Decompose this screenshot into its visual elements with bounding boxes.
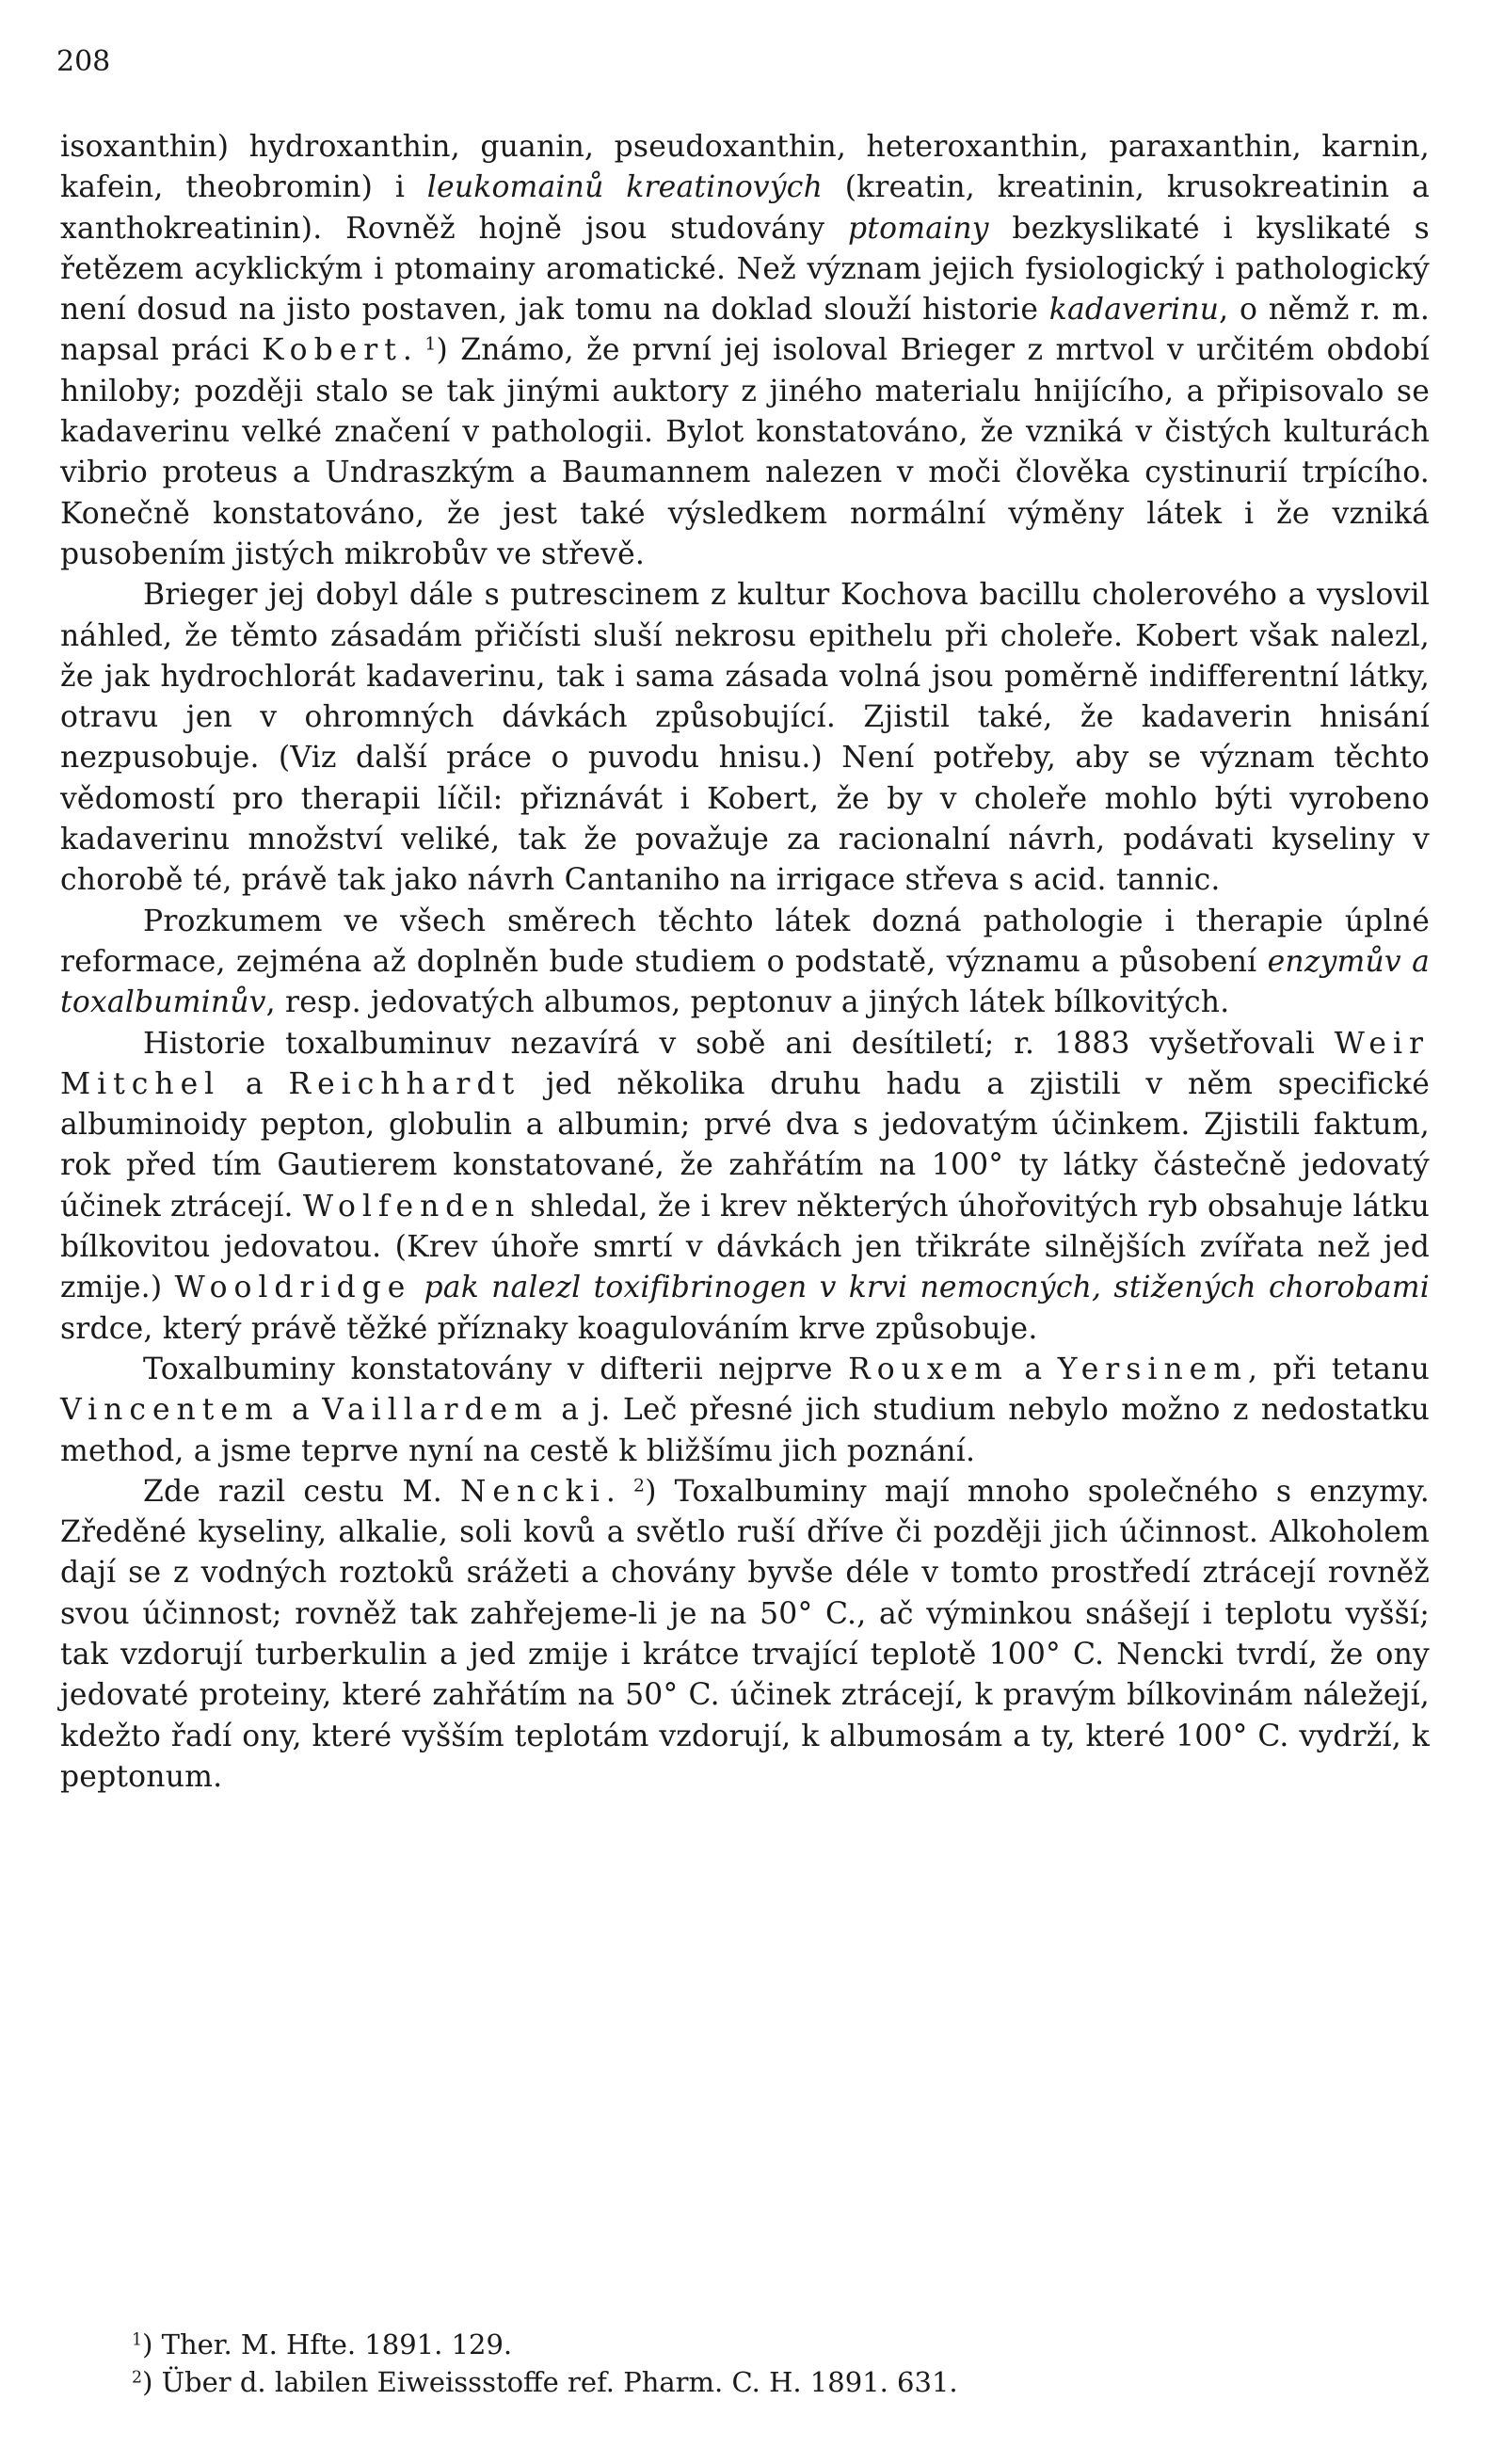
italic-term: pak nalezl toxifibrinogen v krvi nemocných, stižených chorobami bbox=[424, 1271, 1430, 1305]
text-run: bezkyslikaté i kyslikaté s řetězem acyklickým i ptomainy aromatické. Než význam jejich fysiologický i pathologický není dosud na jisto postaven, jak tomu na doklad slouží historie bbox=[60, 211, 1430, 328]
body-text bbox=[60, 127, 1430, 1798]
footnote-mark: 2 bbox=[132, 2368, 143, 2388]
text-run bbox=[411, 1271, 424, 1304]
author-name: Vincentem bbox=[60, 1393, 280, 1428]
text-run: , o němž r. m. napsal práci bbox=[60, 293, 1430, 368]
text-run: , resp. jedovatých albumos, peptonuv a jiných látek bílkovitých. bbox=[265, 985, 1230, 1020]
text-run: a bbox=[1008, 1352, 1058, 1386]
text-run: Prozkumem ve všech směrech těchto látek dozná pathologie i therapie úplné reformace, zejména až doplněn bude studiem o podstatě, významu a působení bbox=[60, 904, 1430, 979]
text-run: . bbox=[402, 333, 425, 368]
text-run: ) Toxalbuminy mají mnoho společného s enzymy. Zředěné kyseliny, alkalie, soli kovů a světlo ruší dříve či později jich účinnost. Alkoholem dají se z vodných roztoků srážeti a chovány byvše déle v tomto prostředí ztrácejí rovněž svou účinnost; rovněž tak zahřejeme-li je na 50° C., ač výminkou snášejí i teplotu vyšší; tak vzdorují turberkulin a jed zmije i krátce trvající teplotě 100° C. Nencki tvrdí, že ony jedovaté proteiny, které zahřátím na 50° C. účinek ztrácejí, k pravým bílkovinám náležejí, kdežto řadí ony, které vyšším teplotám vzdorují, k albumosám a ty, které 100° C. vydrží, k peptonum. bbox=[60, 1474, 1430, 1794]
italic-term: enzymův a toxalbuminův bbox=[60, 944, 1431, 1020]
text-run: jed několika druhu hadu a zjistili v něm specifické albuminoidy pepton, globulin a albumin; prvé dva s jedovatým účinkem. Zjistili faktum, rok před tím Gautierem konstatované, že zahřátím na 100° ty látky částečně jedovatý účinek ztrácejí. bbox=[60, 1066, 1430, 1224]
author-name: Kobert bbox=[262, 333, 403, 368]
text-run: a bbox=[279, 1393, 323, 1428]
footnote-mark: 1 bbox=[132, 2330, 143, 2350]
author-name: Rouxem bbox=[848, 1352, 1009, 1386]
author-name: Yersinem bbox=[1057, 1352, 1249, 1386]
author-name: Weir Mitchel bbox=[60, 1026, 1430, 1101]
footnote-text: ) Über d. labilen Eiweissstoffe ref. Pharm. C. H. 1891. 631. bbox=[142, 2366, 958, 2398]
author-name: Reichhardt bbox=[288, 1066, 521, 1101]
text-run: , při tetanu bbox=[1248, 1352, 1430, 1386]
text-run: ) Známo, že první jej isoloval Brieger z mrtvol v určitém období hniloby; později stalo se tak jinými auktory z jiného materialu hnijícího, a připisovalo se kadaverinu velké značení v pathologii. Bylot konstatováno, že vzniká v čistých kulturách vibrio proteus a Undraszkým a Baumannem nalezen v moči člověka cystinurií trpícího. Konečně konstatováno, že jest také výsledkem normální výměny látek i že vzniká pusobením jistých mikrobův ve střevě. bbox=[60, 333, 1431, 571]
text-run: (kreatin, kreatinin, krusokreatinin a xanthokreatinin). Rovněž hojně jsou studovány bbox=[60, 170, 1430, 246]
paragraph bbox=[60, 1472, 1430, 1798]
paragraph bbox=[60, 575, 1430, 901]
italic-term: leukomainů kreatinových bbox=[426, 170, 823, 205]
italic-term: ptomainy bbox=[848, 211, 989, 246]
paragraph bbox=[60, 902, 1430, 1024]
text-run: . bbox=[605, 1474, 634, 1509]
italic-term: kadaverinu bbox=[1048, 293, 1220, 328]
text-run: Brieger jej dobyl dále s putrescinem z kultur Kochova bacillu cholerového a vyslovil náhled, že těmto zásadám přičísti sluší nekrosu epithelu při choleře. Kobert však nalezl, že jak hydrochlorát kadaverinu, tak i sama zásada volná jsou poměrně indifferentní látky, otravu jen v ohromných dávkách způsobující. Zjistil také, že kadaverin hnisání nezpusobuje. (Viz další práce o puvodu hnisu.) Není potřeby, aby se význam těchto vědomostí pro therapii líčil: přiznávát i Kobert, že by v choleře mohlo býti vyrobeno kadaverinu množství veliké, tak že považuje za racionalní návrh, podávati kyseliny v chorobě té, právě tak jako návrh Cantaniho na irrigace střeva s acid. tannic. bbox=[60, 578, 1430, 898]
footnote-text: ) Ther. M. Hfte. 1891. 129. bbox=[142, 2328, 513, 2360]
text-run: Toxalbuminy konstatovány v difterii nejprve bbox=[143, 1352, 849, 1386]
text-run: shledal, že i krev některých úhořovitých ryb obsahuje látku bílkovitou jedovatou. (Krev úhoře smrtí v dávkách jen třikráte silnějších zvířata než jed zmije.) bbox=[60, 1189, 1430, 1305]
footnote-ref: 1 bbox=[424, 335, 437, 356]
author-name: Wolfenden bbox=[302, 1189, 521, 1224]
text-run: a j. Leč přesné jich studium nebylo možno z nedostatku method, a jsme teprve nyní na cestě k bližšímu jich poznání. bbox=[60, 1393, 1430, 1468]
footnote bbox=[132, 2326, 1355, 2363]
author-name: Vaillardem bbox=[322, 1393, 549, 1428]
footnote-ref: 2 bbox=[633, 1476, 646, 1496]
text-run: Historie toxalbuminuv nezavírá v sobě ani desítiletí; r. 1883 vyšetřovali bbox=[143, 1026, 1335, 1061]
paragraph bbox=[60, 1350, 1430, 1472]
page-number: 208 bbox=[56, 45, 111, 78]
text-run: srdce, který právě těžké příznaky koagulováním krve způsobuje. bbox=[60, 1311, 1038, 1346]
paragraph bbox=[60, 1024, 1430, 1350]
text-run: isoxanthin) hydroxanthin, guanin, pseudoxanthin, heteroxanthin, paraxanthin, karnin, kafein, theobromin) i bbox=[60, 130, 1430, 205]
author-name: Wooldridge bbox=[174, 1271, 412, 1305]
paragraph bbox=[60, 127, 1430, 575]
author-name: Nencki bbox=[459, 1474, 606, 1509]
footnote bbox=[132, 2363, 1355, 2401]
footnotes bbox=[132, 2326, 1355, 2401]
text-run: Zde razil cestu M. bbox=[143, 1474, 460, 1509]
text-run: a bbox=[220, 1066, 289, 1101]
